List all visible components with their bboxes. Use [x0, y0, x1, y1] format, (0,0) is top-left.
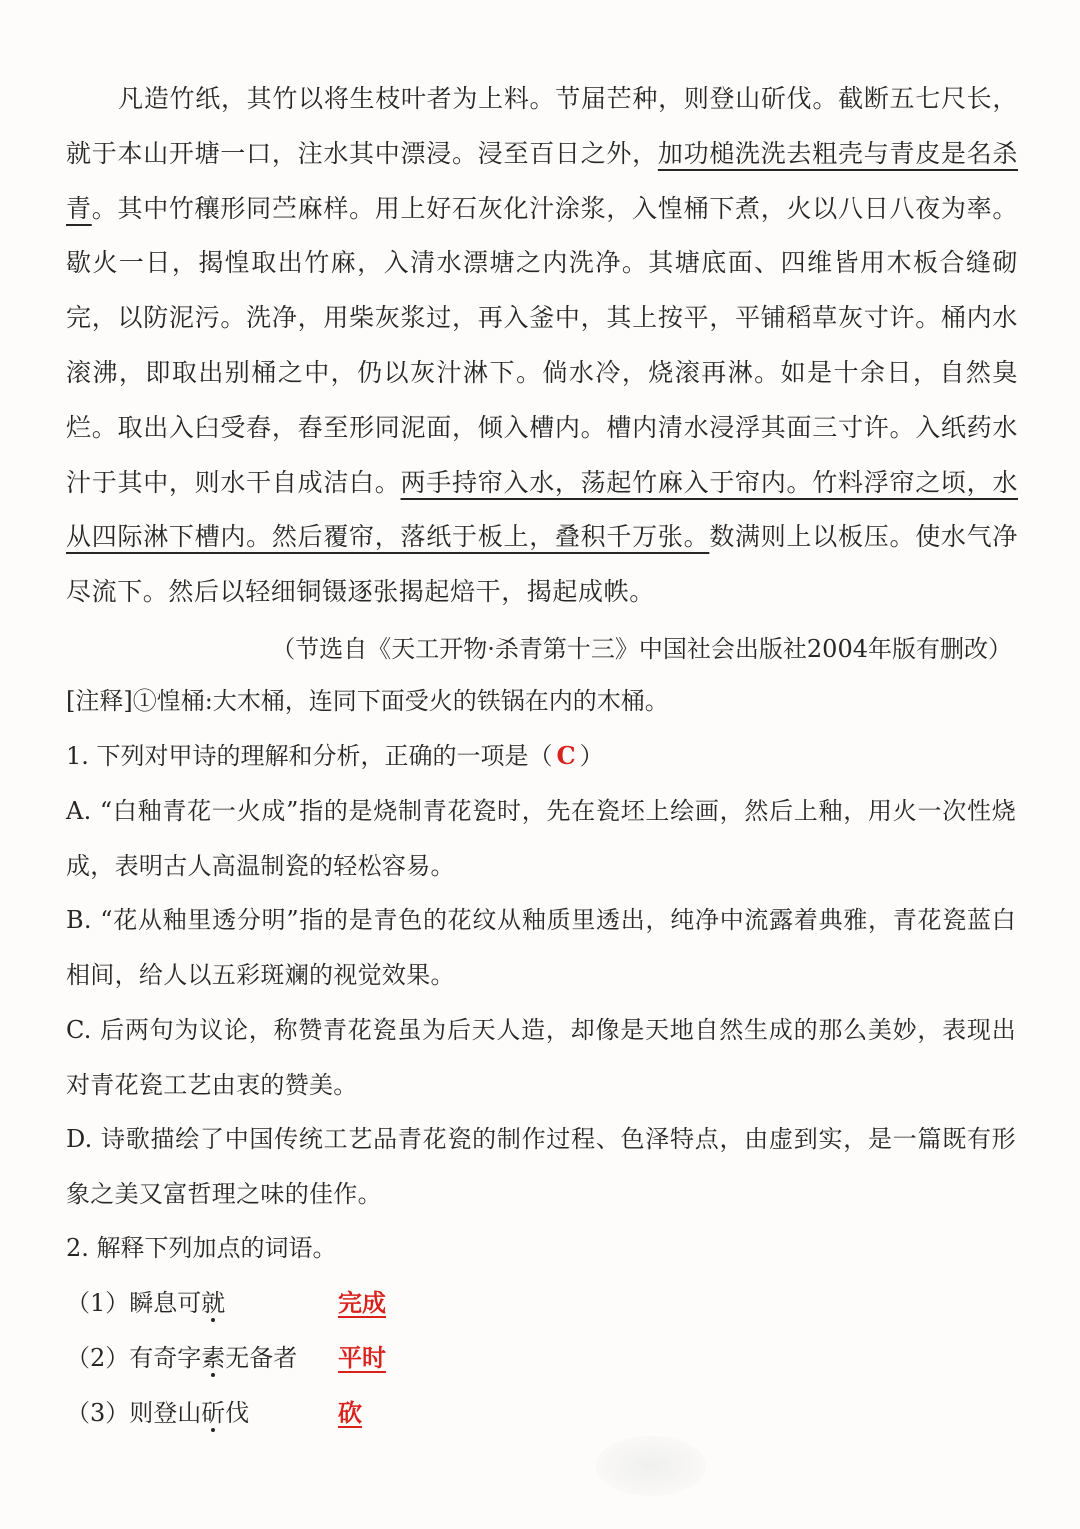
source-citation: （节选自《天工开物·杀青第十三》中国社会出版社2004年版有删改） [271, 635, 1012, 663]
option-b: B. “花从釉里透分明”指的是青色的花纹从釉质里透出，纯净中流露着典雅，青花瓷蓝白相间，给人以五彩斑斓的视觉效果。 [66, 906, 1016, 989]
vocab-answer: 平时 [338, 1343, 386, 1372]
passage-underlined-2: 两手持帘入水，荡起竹麻入于帘内。竹料浮帘之顷，水从四际淋下槽内。然后覆帘，落纸于板上，叠积千万张。 [66, 467, 1018, 552]
vocab-term-pre: （2）有奇字 [66, 1344, 202, 1372]
option-c: C. 后两句为议论，称赞青花瓷虽为后天人造，却像是天地自然生成的那么美妙，表现出对青花瓷工艺由衷的赞美。 [66, 1016, 1016, 1099]
vocab-term [66, 1331, 338, 1385]
vocab-term [66, 1276, 338, 1330]
vocab-term-post: 伐 [225, 1399, 250, 1427]
passage-underlined-1: 加功槌洗洗去粗壳与青皮是名杀青 [66, 138, 1018, 223]
question-1-text: 1. 下列对甲诗的理解和分析，正确的一项是（ [66, 742, 553, 770]
vocab-term-pre: （3）则登山 [66, 1399, 202, 1427]
vocab-item [66, 1386, 362, 1440]
vocab-term-pre: （1）瞬息可 [66, 1289, 202, 1317]
passage-text-1: 凡造竹纸，其竹以将生枝叶者为上料。节届芒种，则登山斫伐。截断五七尺长，就于本山开塘一口，注水其中漂浸。浸至百日之外， [66, 84, 1018, 168]
classical-passage [66, 72, 1018, 620]
vocab-item [66, 1331, 386, 1385]
vocab-term [66, 1386, 338, 1440]
question-1-close: ） [579, 742, 604, 770]
vocab-dotted-char: 素 [201, 1344, 226, 1372]
option-d: D. 诗歌描绘了中国传统工艺品青花瓷的制作过程、色泽特点，由虚到实，是一篇既有形象之美又富哲理之味的佳作。 [66, 1125, 1016, 1208]
vocab-dotted-char: 就 [201, 1289, 226, 1317]
vocab-answer: 砍 [338, 1398, 362, 1427]
passage-text-3: 数满则上以板压。使水气净尽流下。然后以轻细铜镊逐张揭起焙干，揭起成帙。 [66, 522, 1018, 607]
question-2-stem: 2. 解释下列加点的词语。 [66, 1234, 337, 1262]
question-1-stem [66, 729, 1016, 784]
faint-watermark [596, 1436, 706, 1496]
annotation-note: [注释]①惶桶:大木桶，连同下面受火的铁锅在内的木桶。 [66, 687, 669, 715]
vocab-answer: 完成 [338, 1288, 386, 1317]
vocab-term-post: 无备者 [225, 1344, 298, 1372]
option-a: A. “白釉青花一火成”指的是烧制青花瓷时，先在瓷坯上绘画，然后上釉，用火一次性烧成，表明古人高温制瓷的轻松容易。 [66, 797, 1016, 880]
question-1-answer: C [556, 741, 576, 770]
passage-text-2: 。其中竹穰形同苎麻样。用上好石灰化汁涂浆，入惶桶下煮，火以八日八夜为率。歇火一日，揭惶取出竹麻，入清水漂塘之内洗净。其塘底面、四维皆用木板合缝砌完，以防泥污。洗净，用柴灰浆过，再入釜中，其上按平，平铺稻草灰寸许。桶内水滚沸，即取出别桶之中，仍以灰汁淋下。倘水冷，烧滚再淋。如是十余日，自然臭烂。取出入臼受舂，舂至形同泥面，倾入槽内。槽内清水浸浮其面三寸许。入纸药水汁于其中，则水干自成洁白。 [66, 193, 1018, 497]
vocab-dotted-char: 斫 [201, 1399, 226, 1427]
vocab-item [66, 1276, 386, 1330]
